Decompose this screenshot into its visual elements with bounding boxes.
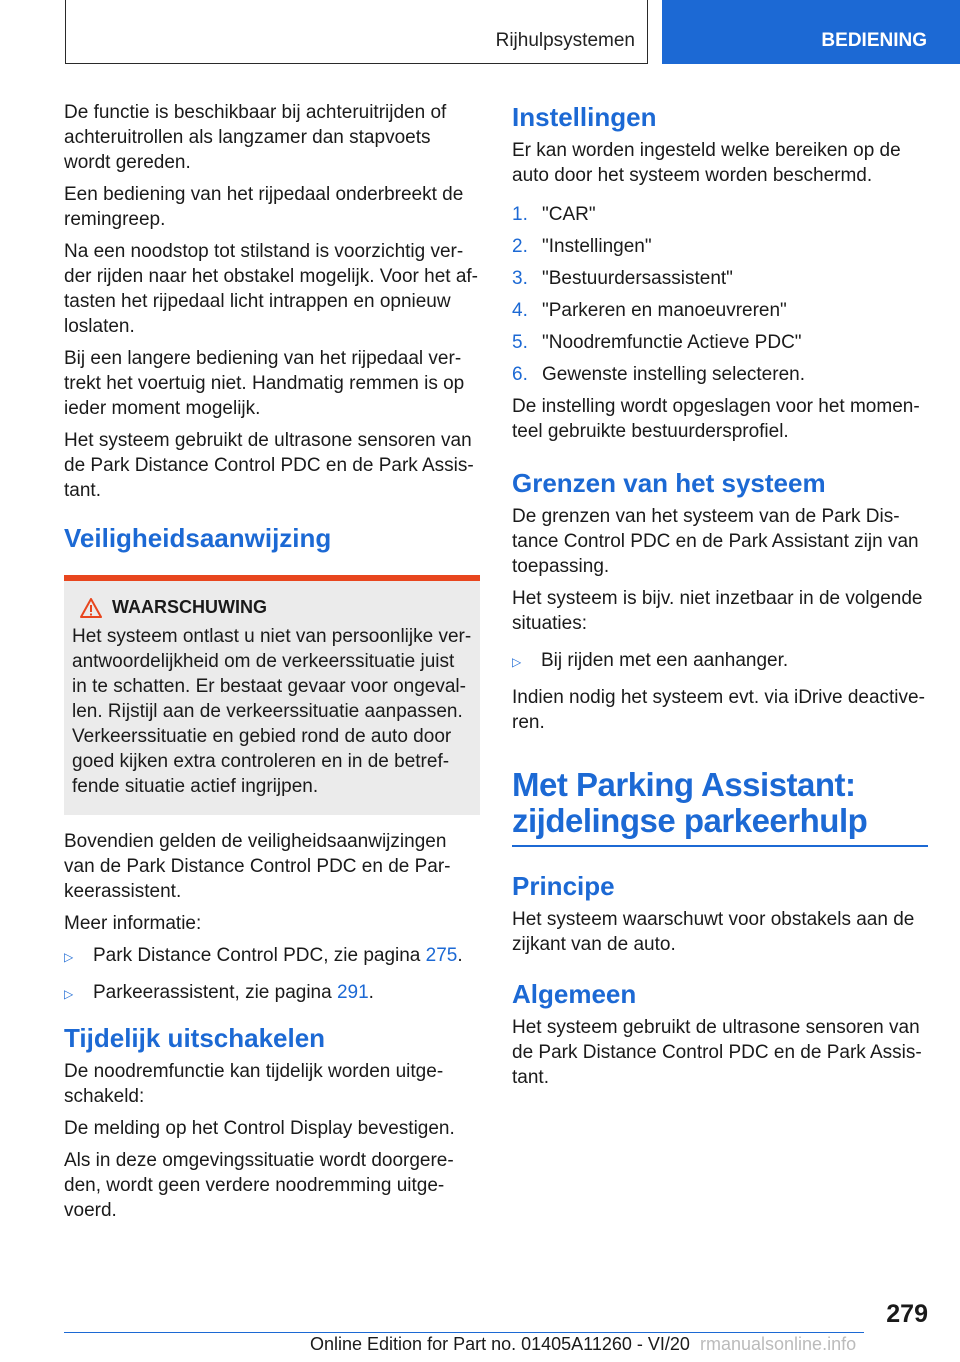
section-title: BEDIENING — [821, 30, 927, 51]
heading-main: Met Parking Assistant: zijdelingse parkeerhulp — [512, 767, 928, 847]
warning-text: Het systeem ontlast u niet van persoonlijke ver-antwoordelijkheid om de verkeerssituatie juist in te schatten. Er bestaat gevaar voor ongeval-len. Rijstijl aan de verkeerssituatie aanpassen. Verkeerssituatie en gebied rond de auto door goed kijken extra controleren en in de betref-fende situatie actief ingrijpen. — [72, 626, 472, 797]
chapter-title: Rijhulpsystemen — [495, 30, 635, 51]
bullet-triangle-icon: ▷ — [512, 655, 522, 669]
step-item: 6. Gewenste instelling selecteren. — [512, 364, 805, 385]
paragraph: Na een noodstop tot stilstand is voorzichtig ver-der rijden naar het obstakel mogelijk. Voor het af-tasten het rijpedaal licht intrappen en opnieuw loslaten. — [64, 241, 479, 337]
paragraph: Meer informatie: — [64, 913, 202, 934]
heading-principle: Principe — [512, 871, 615, 901]
step-item: 5. "Noodremfunctie Actieve PDC" — [512, 332, 802, 353]
warning-triangle-icon — [80, 598, 102, 618]
paragraph: Het systeem gebruikt de ultrasone sensoren van de Park Distance Control PDC en de Park Assis-tant. — [512, 1017, 922, 1088]
reference-text: Park Distance Control PDC, zie pagina — [93, 945, 426, 966]
paragraph: De noodremfunctie kan tijdelijk worden uitge-schakeld: — [64, 1061, 444, 1107]
right-column — [512, 100, 928, 1097]
step-item: 4. "Parkeren en manoeuvreren" — [512, 300, 787, 321]
watermark: rmanualsonline.info — [700, 1334, 857, 1354]
page-link[interactable]: 275 — [425, 945, 458, 966]
warning-title: WAARSCHUWING — [112, 597, 267, 617]
footer-divider — [64, 1332, 864, 1333]
paragraph: Het systeem waarschuwt voor obstakels aan de zijkant van de auto. — [512, 909, 915, 955]
step-item: 2. "Instellingen" — [512, 236, 652, 257]
situation-list — [512, 648, 928, 675]
paragraph: Een bediening van het rijpedaal onderbreekt de remingreep. — [64, 184, 464, 230]
list-item: ▷ Parkeerassistent, zie pagina 291. — [64, 980, 480, 1007]
heading-disable: Tijdelijk uitschakelen — [64, 1023, 326, 1053]
heading-general: Algemeen — [512, 979, 637, 1009]
paragraph: Er kan worden ingesteld welke bereiken op de auto door het systeem worden beschermd. — [512, 140, 901, 186]
paragraph: Bij een langere bediening van het rijpedaal ver-trekt het voertuig niet. Handmatig remmen is op ieder moment mogelijk. — [64, 348, 465, 419]
left-column — [64, 100, 480, 1230]
paragraph: Bovendien gelden de veiligheidsaanwijzingen van de Park Distance Control PDC en de Par-keerassistent. — [64, 831, 451, 902]
list-item: ▷ Bij rijden met een aanhanger. — [512, 648, 928, 675]
paragraph: De instelling wordt opgeslagen voor het momen-teel gebruikte bestuurdersprofiel. — [512, 396, 920, 442]
list-item: ▷ Park Distance Control PDC, zie pagina 275. — [64, 943, 480, 970]
warning-header — [72, 597, 472, 618]
paragraph: Als in deze omgevingssituatie wordt doorgere-den, wordt geen verdere noodremming uitge-voerd. — [64, 1150, 454, 1221]
footer-edition: Online Edition for Part no. 01405A11260 - VI/20 — [310, 1334, 690, 1354]
paragraph: De melding op het Control Display bevestigen. — [64, 1118, 455, 1139]
step-item: 3. "Bestuurdersassistent" — [512, 268, 733, 289]
reference-list — [64, 943, 480, 1007]
paragraph: Indien nodig het systeem evt. via iDrive deactive-ren. — [512, 687, 925, 733]
paragraph: De functie is beschikbaar bij achteruitrijden of achteruitrollen als langzamer dan stapvoets wordt gereden. — [64, 102, 447, 173]
header-chapter-box — [65, 0, 648, 64]
paragraph: Het systeem is bijv. niet inzetbaar in de volgende situaties: — [512, 588, 923, 634]
paragraph: De grenzen van het systeem van de Park Dis-tance Control PDC en de Park Assistant zijn van toepassing. — [512, 506, 919, 577]
heading-limits: Grenzen van het systeem — [512, 468, 826, 498]
page-link[interactable]: 291 — [336, 982, 369, 1003]
bullet-triangle-icon: ▷ — [64, 950, 74, 964]
header-section-box — [662, 0, 960, 64]
warning-box — [64, 575, 480, 815]
step-item: 1. "CAR" — [512, 204, 596, 225]
heading-safety: Veiligheidsaanwijzing — [64, 523, 332, 553]
paragraph: Het systeem gebruikt de ultrasone sensoren van de Park Distance Control PDC en de Park Assis-tant. — [64, 430, 474, 501]
page-number: 279 — [886, 1300, 928, 1328]
bullet-triangle-icon: ▷ — [64, 987, 74, 1001]
heading-settings: Instellingen — [512, 102, 657, 132]
reference-text: Parkeerassistent, zie pagina — [93, 982, 337, 1003]
settings-steps — [512, 202, 928, 387]
